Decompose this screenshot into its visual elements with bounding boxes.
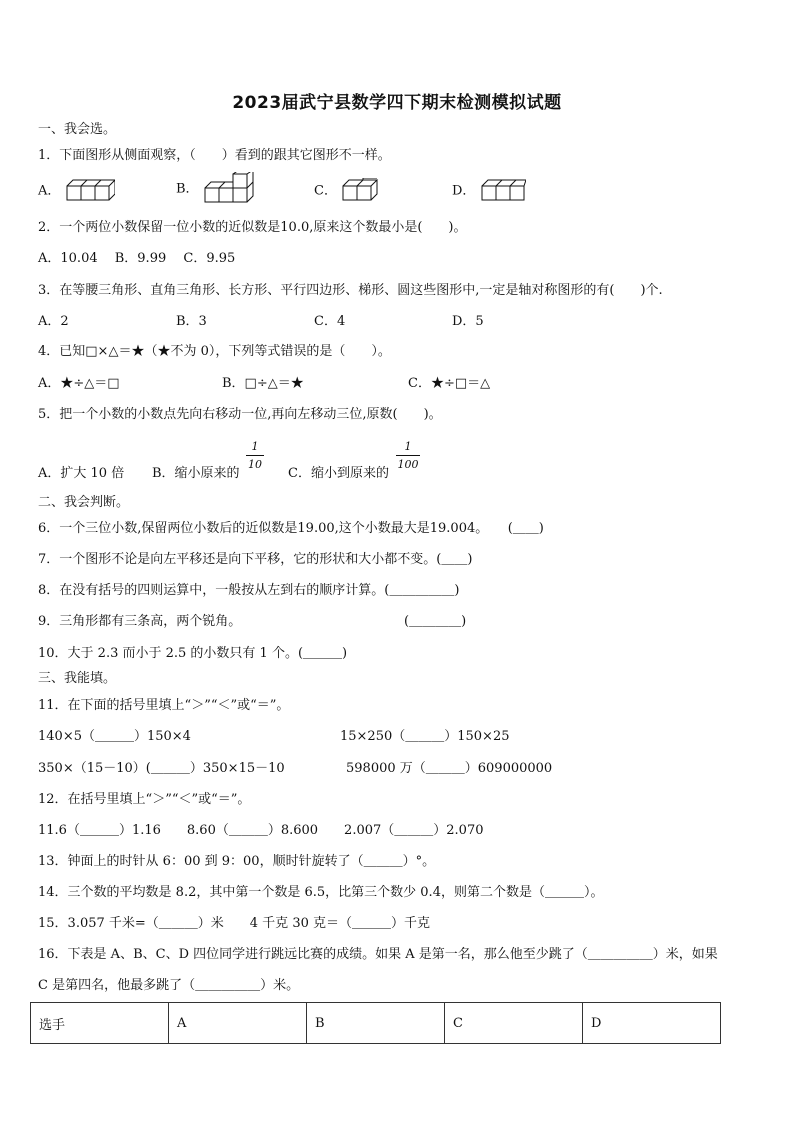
- long-jump-score-table: [30, 1002, 721, 1044]
- fraction-numerator: 1: [404, 440, 412, 453]
- question-8-text: 8．在没有括号的四则运算中，一般按从左到右的顺序计算。(＿＿＿＿＿): [38, 583, 460, 598]
- section-heading-fill: 三、我能填。: [38, 671, 117, 686]
- cube-figure-d-icon: [480, 178, 526, 204]
- question-10-text: 10．大于 2.3 而小于 2.5 的小数只有 1 个。(＿＿＿): [38, 646, 348, 661]
- option-b-label: B．: [176, 181, 199, 197]
- question-4-option-c[interactable]: C．★÷□＝△: [408, 376, 491, 391]
- question-4-option-b[interactable]: B．□÷△＝★: [222, 376, 304, 391]
- cube-figure-b-icon: [203, 172, 255, 206]
- question-12-items[interactable]: 11.6（＿＿＿）1.16 8.60（＿＿＿）8.600 2.007（＿＿＿）2.070: [38, 823, 484, 838]
- question-1-option-c[interactable]: [314, 178, 383, 204]
- question-15-text: 15．3.057 千米=（＿＿＿）米 4 千克 30 克＝（＿＿＿）千克: [38, 916, 430, 931]
- question-16-text-line-2: C 是第四名，他最多跳了（＿＿＿＿＿）米。: [38, 978, 300, 993]
- question-13-text: 13．钟面上的时针从 6：00 到 9：00，顺时针旋转了（＿＿＿）°。: [38, 854, 436, 869]
- question-3-option-d[interactable]: D．5: [452, 314, 484, 329]
- question-3-option-b[interactable]: B．3: [176, 314, 207, 329]
- fraction-denominator: 10: [248, 458, 262, 471]
- question-5-text: 5．把一个小数的小数点先向右移动一位,再向左移动三位,原数( )。: [38, 407, 442, 422]
- option-b-text: B．缩小原来的: [152, 466, 240, 481]
- question-2-options[interactable]: A．10.04 B．9.99 C．9.95: [38, 251, 236, 266]
- option-c-label: C．: [314, 183, 337, 199]
- question-11-item-2[interactable]: 15×250（＿＿＿）150×25: [340, 729, 510, 744]
- cube-figure-c-icon: [341, 178, 383, 204]
- question-3-text: 3．在等腰三角形、直角三角形、长方形、平行四边形、梯形、圆这些图形中,一定是轴对称图形的有( )个.: [38, 283, 663, 298]
- question-7-text: 7．一个图形不论是向左平移还是向下平移，它的形状和大小都不变。(＿＿): [38, 552, 473, 567]
- question-1-text: 1．下面图形从侧面观察，（ ）看到的跟其它图形不一样。: [38, 148, 391, 163]
- table-row: [31, 1003, 721, 1044]
- question-2-text: 2．一个两位小数保留一位小数的近似数是10.0,原来这个数最小是( )。: [38, 220, 467, 235]
- question-9-text: 9．三角形都有三条高，两个锐角。: [38, 614, 242, 629]
- question-5-option-c[interactable]: [288, 465, 389, 483]
- page-title: 2023届武宁县数学四下期末检测模拟试题: [232, 93, 562, 113]
- question-11-item-4[interactable]: 598000 万（＿＿＿）609000000: [346, 761, 553, 776]
- question-11-item-3[interactable]: 350×（15－10）(＿＿＿）350×15－10: [38, 761, 285, 776]
- question-3-option-a[interactable]: A．2: [38, 314, 69, 329]
- option-a-label: A．: [38, 183, 61, 199]
- option-d-label: D．: [452, 183, 476, 199]
- section-heading-judge: 二、我会判断。: [38, 495, 130, 510]
- question-6-text: 6．一个三位小数,保留两位小数后的近似数是19.00,这个小数最大是19.004。 (＿＿): [38, 521, 544, 536]
- fraction-numerator: 1: [251, 440, 259, 453]
- question-1-option-a[interactable]: [38, 178, 115, 204]
- question-9-answer-blank[interactable]: (＿＿＿＿): [404, 614, 467, 629]
- question-14-text: 14．三个数的平均数是 8.2，其中第一个数是 6.5，比第三个数少 0.4，则第二个数是（＿＿＿）。: [38, 885, 604, 900]
- question-16-text-line-1: 16．下表是 A、B、C、D 四位同学进行跳远比赛的成绩。如果 A 是第一名，那么他至少跳了（＿＿＿＿＿）米，如果: [38, 947, 718, 962]
- question-3-option-c[interactable]: C．4: [314, 314, 346, 329]
- question-4-option-a[interactable]: A．★÷△＝□: [38, 376, 120, 391]
- table-header-c: C: [445, 1003, 583, 1044]
- section-heading-choose: 一、我会选。: [38, 122, 117, 137]
- table-header-d: D: [583, 1003, 721, 1044]
- question-11-item-1[interactable]: 140×5（＿＿＿）150×4: [38, 729, 191, 744]
- question-1-option-b[interactable]: [176, 172, 255, 206]
- question-1-option-d[interactable]: [452, 178, 526, 204]
- fraction-one-hundredth: [396, 440, 420, 471]
- fraction-denominator: 100: [397, 458, 419, 471]
- table-header-a: A: [169, 1003, 307, 1044]
- question-5-option-a[interactable]: A．扩大 10 倍: [38, 466, 125, 481]
- option-c-text: C．缩小到原来的: [288, 466, 389, 481]
- cube-figure-a-icon: [65, 178, 115, 204]
- question-12-text: 12．在括号里填上“＞”“＜”或“＝”。: [38, 792, 251, 807]
- question-11-text: 11．在下面的括号里填上“＞”“＜”或“＝”。: [38, 698, 290, 713]
- table-header-player: 选手: [31, 1003, 169, 1044]
- table-header-b: B: [307, 1003, 445, 1044]
- fraction-one-tenth: [246, 440, 264, 471]
- question-4-text: 4．已知□×△＝★（★不为 0），下列等式错误的是（ ）。: [38, 344, 391, 359]
- question-5-option-b[interactable]: [152, 465, 240, 483]
